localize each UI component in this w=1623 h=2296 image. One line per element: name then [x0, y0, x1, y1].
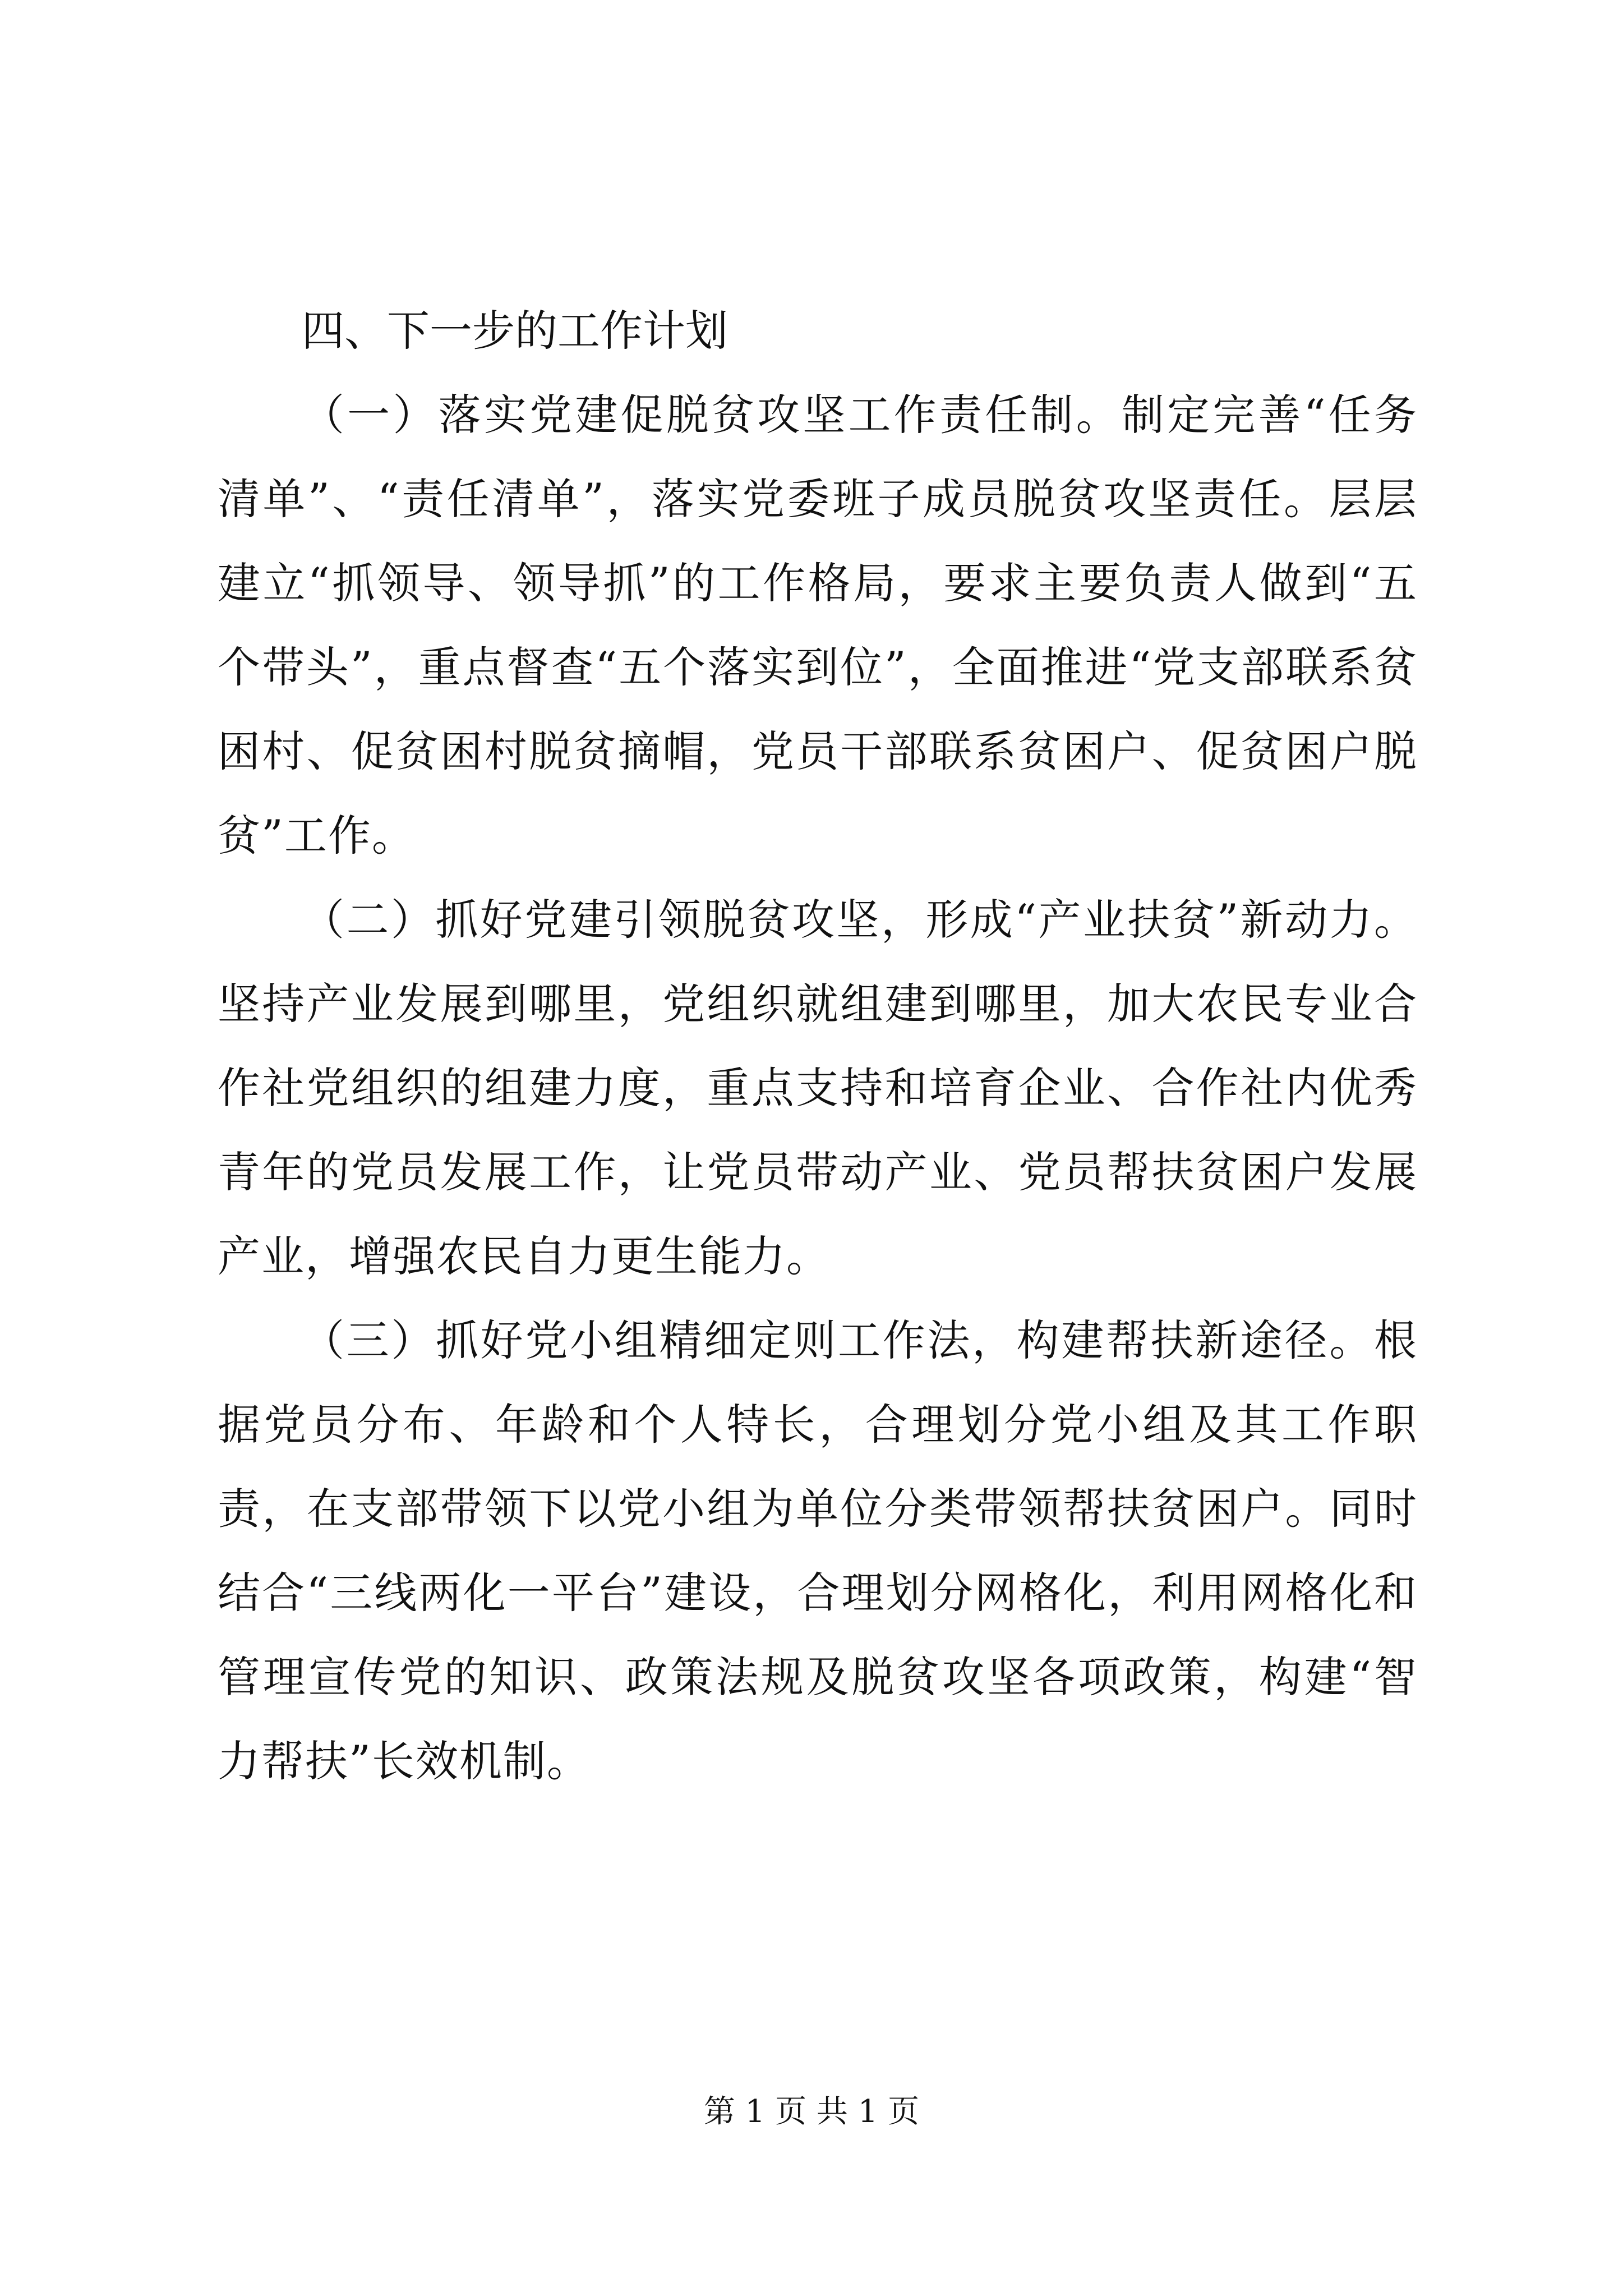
paragraph-1: （一）落实党建促脱贫攻坚工作责任制。制定完善“任务清单”、“责任清单”，落实党委班子成员脱贫攻坚责任。层层建立“抓领导、领导抓”的工作格局，要求主要负责人做到“五个带头”，重点督查“五个落实到位”，全面推进“党支部联系贫困村、促贫困村脱贫摘帽，党员干部联系贫困户、促贫困户脱贫”工作。 [218, 390, 1418, 861]
section-heading: 四、下一步的工作计划 [302, 306, 728, 356]
paragraph-3: （三）抓好党小组精细定则工作法，构建帮扶新途径。根据党员分布、年龄和个人特长，合理划分党小组及其工作职责，在支部带领下以党小组为单位分类带领帮扶贫困户。同时结合“三线两化一平台”建设，合理划分网格化，利用网格化和管理宣传党的知识、政策法规及脱贫攻坚各项政策，构建“智力帮扶”长效机制。 [218, 1315, 1418, 1786]
page-footer: 第 1 页 共 1 页 [703, 2093, 920, 2130]
document-body [218, 289, 1418, 1803]
paragraph-2: （二）抓好党建引领脱贫攻坚，形成“产业扶贫”新动力。坚持产业发展到哪里，党组织就组建到哪里，加大农民专业合作社党组织的组建力度，重点支持和培育企业、合作社内优秀青年的党员发展工作，让党员带动产业、党员帮扶贫困户发展产业，增强农民自力更生能力。 [218, 895, 1418, 1281]
